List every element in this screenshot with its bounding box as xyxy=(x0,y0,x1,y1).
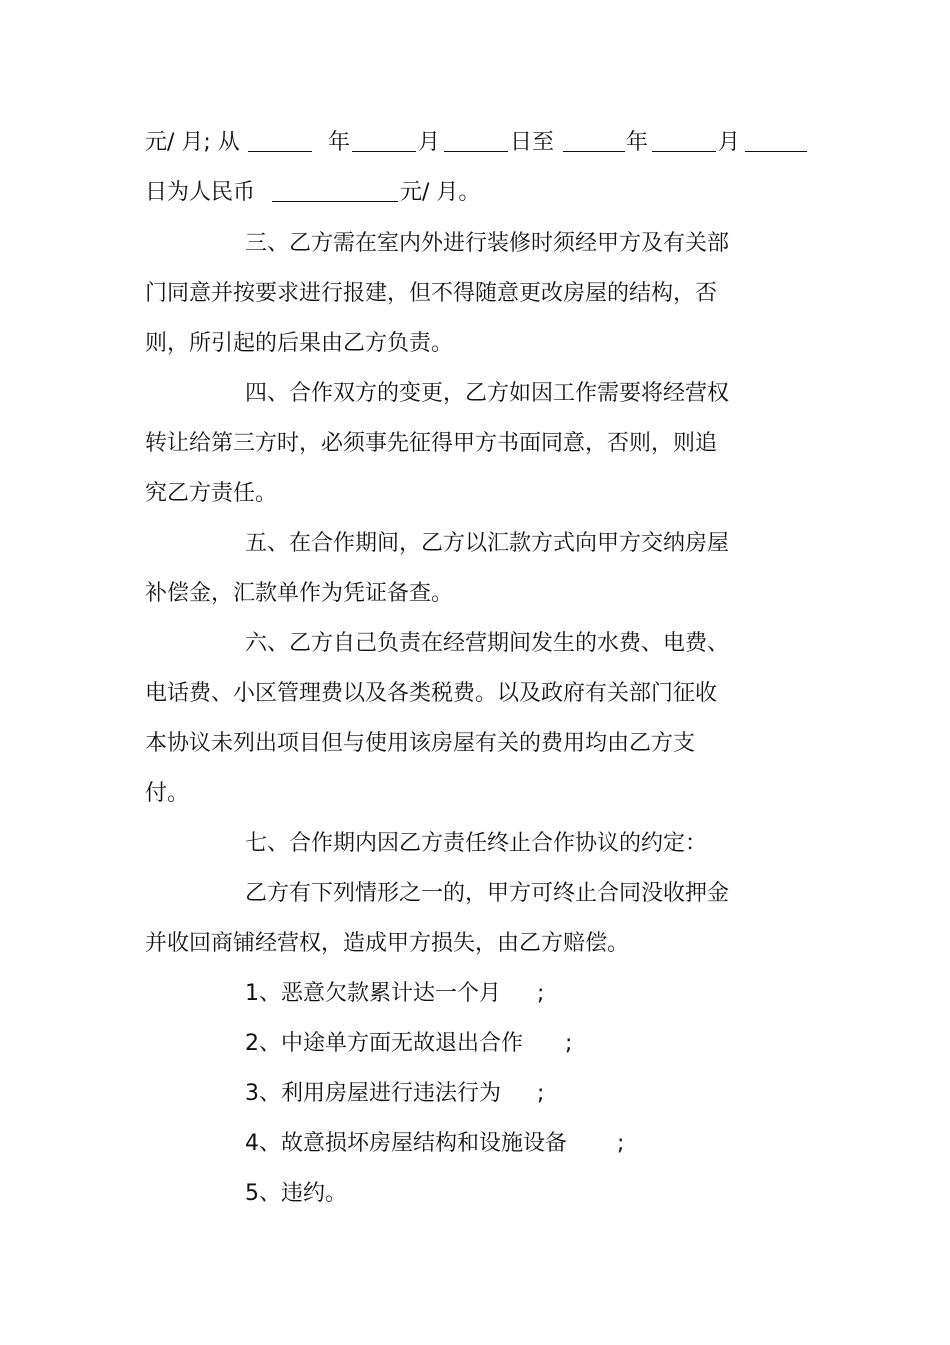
semicolon: ; xyxy=(565,1031,573,1056)
clause-3-line-2 xyxy=(145,282,717,308)
list-item-2-semicolon xyxy=(565,1032,572,1058)
text-segment-month-end xyxy=(718,131,740,157)
clause-4-line-3 xyxy=(145,482,277,508)
clause-3-line-3 xyxy=(145,332,453,358)
day-start-blank[interactable] xyxy=(444,133,508,152)
clause-6-text-3: 本协议未列出项目但与使用该房屋有关的费用均由乙方支 xyxy=(145,731,696,756)
clause-4-text-2: 转让给第三方时，必须事先征得甲方书面同意，否则，则追 xyxy=(145,431,718,456)
clause-6-text-2: 电话费、小区管理费以及各类税费。以及政府有关部门征收 xyxy=(145,681,718,706)
list-item-1-text: 1、恶意欠款累计达一个月 xyxy=(245,981,501,1006)
clause-6-line-3 xyxy=(145,732,695,758)
month-end-label: 月 xyxy=(718,130,741,155)
clause-4-text-1: 四、合作双方的变更，乙方如因工作需要将经营权 xyxy=(245,381,730,406)
day-end-blank[interactable] xyxy=(745,133,807,152)
year-end-blank[interactable] xyxy=(563,133,625,152)
list-item-3-text: 3、利用房屋进行违法行为 xyxy=(245,1081,501,1106)
clause-6-text-4: 付。 xyxy=(145,781,190,806)
list-item-2 xyxy=(245,1032,523,1058)
semicolon: ; xyxy=(537,981,545,1006)
list-item-4 xyxy=(245,1132,567,1158)
text-segment-year xyxy=(328,131,350,157)
clause-4-text-3: 究乙方责任。 xyxy=(145,481,278,506)
rent-period-line xyxy=(145,131,240,157)
clause-7-line-2 xyxy=(145,932,629,958)
list-item-4-text: 4、故意损坏房屋结构和设施设备 xyxy=(245,1131,567,1156)
month-start-blank[interactable] xyxy=(352,133,416,152)
clause-6-line-2 xyxy=(145,682,717,708)
list-item-3-semicolon xyxy=(537,1082,544,1108)
clause-4-line-1 xyxy=(245,382,729,408)
year-label: 年 xyxy=(328,130,351,155)
list-item-5 xyxy=(245,1182,347,1208)
clause-7-heading-text: 七、合作期内因乙方责任终止合作协议的约定： xyxy=(245,831,708,856)
list-item-3 xyxy=(245,1082,501,1108)
rmb-line xyxy=(145,181,255,207)
clause-5-line-2 xyxy=(145,582,453,608)
clause-3-text-3: 则，所引起的后果由乙方负责。 xyxy=(145,331,454,356)
text-segment: 元/ 月; 从 xyxy=(145,130,240,155)
clause-5-line-1 xyxy=(245,532,729,558)
clause-3-text-1: 三、乙方需在室内外进行装修时须经甲方及有关部 xyxy=(245,231,730,256)
semicolon: ; xyxy=(537,1081,545,1106)
clause-3-line-1 xyxy=(245,232,729,258)
rent-unit-label: 元/ 月。 xyxy=(400,180,481,205)
list-item-5-text: 5、违约。 xyxy=(245,1181,347,1206)
clause-7-heading xyxy=(245,832,707,858)
month-end-blank[interactable] xyxy=(652,133,716,152)
day-to-label: 日至 xyxy=(510,130,555,155)
rent-amount-blank[interactable] xyxy=(272,183,398,202)
list-item-1-semicolon xyxy=(537,982,544,1008)
clause-6-line-4 xyxy=(145,782,189,808)
clause-7-text-2: 并收回商铺经营权，造成甲方损失，由乙方赔偿。 xyxy=(145,931,630,956)
list-item-4-semicolon xyxy=(617,1132,624,1158)
year-end-label: 年 xyxy=(626,130,649,155)
clause-7-line-1 xyxy=(245,882,729,908)
clause-6-line-1 xyxy=(245,632,729,658)
month-label: 月 xyxy=(418,130,441,155)
year-start-blank[interactable] xyxy=(248,133,312,152)
semicolon: ; xyxy=(617,1131,625,1156)
clause-7-text-1: 乙方有下列情形之一的，甲方可终止合同没收押金 xyxy=(245,881,730,906)
clause-6-text-1: 六、乙方自己负责在经营期间发生的水费、电费、 xyxy=(245,631,730,656)
text-segment-month xyxy=(418,131,440,157)
clause-5-text-1: 五、在合作期间，乙方以汇款方式向甲方交纳房屋 xyxy=(245,531,730,556)
list-item-2-text: 2、中途单方面无故退出合作 xyxy=(245,1031,523,1056)
clause-5-text-2: 补偿金，汇款单作为凭证备查。 xyxy=(145,581,454,606)
clause-3-text-2: 门同意并按要求进行报建，但不得随意更改房屋的结构，否 xyxy=(145,281,718,306)
text-segment-day-to xyxy=(510,131,554,157)
rmb-label: 日为人民币 xyxy=(145,180,256,205)
list-item-1 xyxy=(245,982,501,1008)
rent-unit-line xyxy=(400,181,480,207)
text-segment-year-end xyxy=(626,131,648,157)
clause-4-line-2 xyxy=(145,432,717,458)
